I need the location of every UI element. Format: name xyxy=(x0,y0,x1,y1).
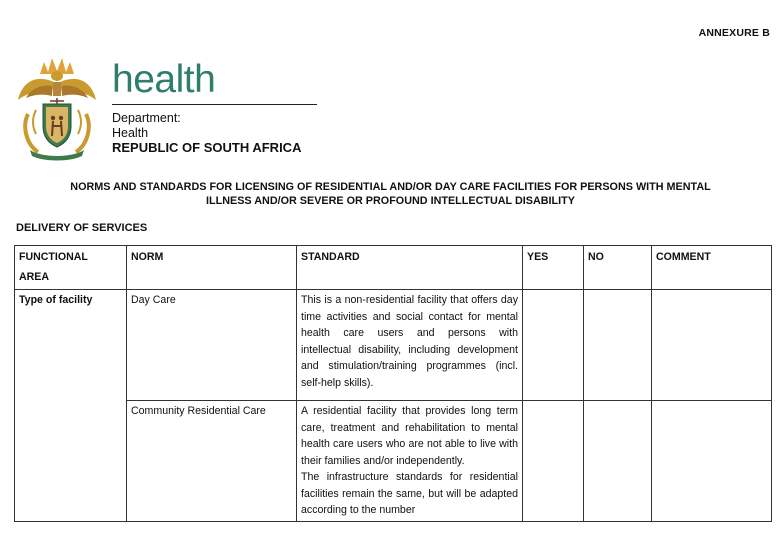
brand-wordmark: health xyxy=(112,58,216,101)
section-heading: DELIVERY OF SERVICES xyxy=(16,222,148,234)
department-name: Health xyxy=(112,126,149,140)
header-yes: YES xyxy=(523,246,584,290)
cell-yes[interactable] xyxy=(523,290,584,401)
cell-standard: This is a non-residential facility that offers day time activities and social contact for mental health care users and persons with intellectual disability, including development and stimulation/training programmes (incl. self-help skills). xyxy=(297,290,523,401)
cell-comment[interactable] xyxy=(652,401,772,522)
cell-functional-area: Type of facility xyxy=(15,290,127,522)
annexure-label: ANNEXURE B xyxy=(698,27,770,39)
brand-divider xyxy=(112,104,317,105)
document-title-line-1: NORMS AND STANDARDS FOR LICENSING OF RESIDENTIAL AND/OR DAY CARE FACILITIES FOR PERSONS WITH MENTAL xyxy=(70,181,711,193)
cell-standard xyxy=(297,401,523,522)
standard-paragraph-continued: The infrastructure standards for residential facilities remain the same, but will be adapted according to the number xyxy=(301,471,518,516)
header-functional-area-line-1: FUNCTIONAL xyxy=(19,251,88,263)
cell-no[interactable] xyxy=(584,401,652,522)
country-name: REPUBLIC OF SOUTH AFRICA xyxy=(112,140,302,155)
header-comment: COMMENT xyxy=(652,246,772,290)
norms-table xyxy=(14,245,772,522)
standard-paragraph: A residential facility that provides long term care, treatment and rehabilitation to mental health care users who are not able to live with their families and/or independently. xyxy=(301,405,518,467)
header-functional-area-line-2: AREA xyxy=(19,271,50,283)
table-row xyxy=(15,290,772,401)
header-norm: NORM xyxy=(127,246,297,290)
document-title xyxy=(20,180,761,208)
department-label: Department: xyxy=(112,111,181,125)
header-standard: STANDARD xyxy=(297,246,523,290)
header-functional-area xyxy=(15,246,127,290)
table-row xyxy=(15,401,772,522)
header-no: NO xyxy=(584,246,652,290)
table-header-row xyxy=(15,246,772,290)
cell-norm: Community Residential Care xyxy=(127,401,297,522)
cell-no[interactable] xyxy=(584,290,652,401)
cell-norm: Day Care xyxy=(127,290,297,401)
coat-of-arms-icon xyxy=(14,52,100,164)
document-title-line-2: ILLNESS AND/OR SEVERE OR PROFOUND INTELLECTUAL DISABILITY xyxy=(206,195,575,207)
cell-yes[interactable] xyxy=(523,401,584,522)
cell-comment[interactable] xyxy=(652,290,772,401)
